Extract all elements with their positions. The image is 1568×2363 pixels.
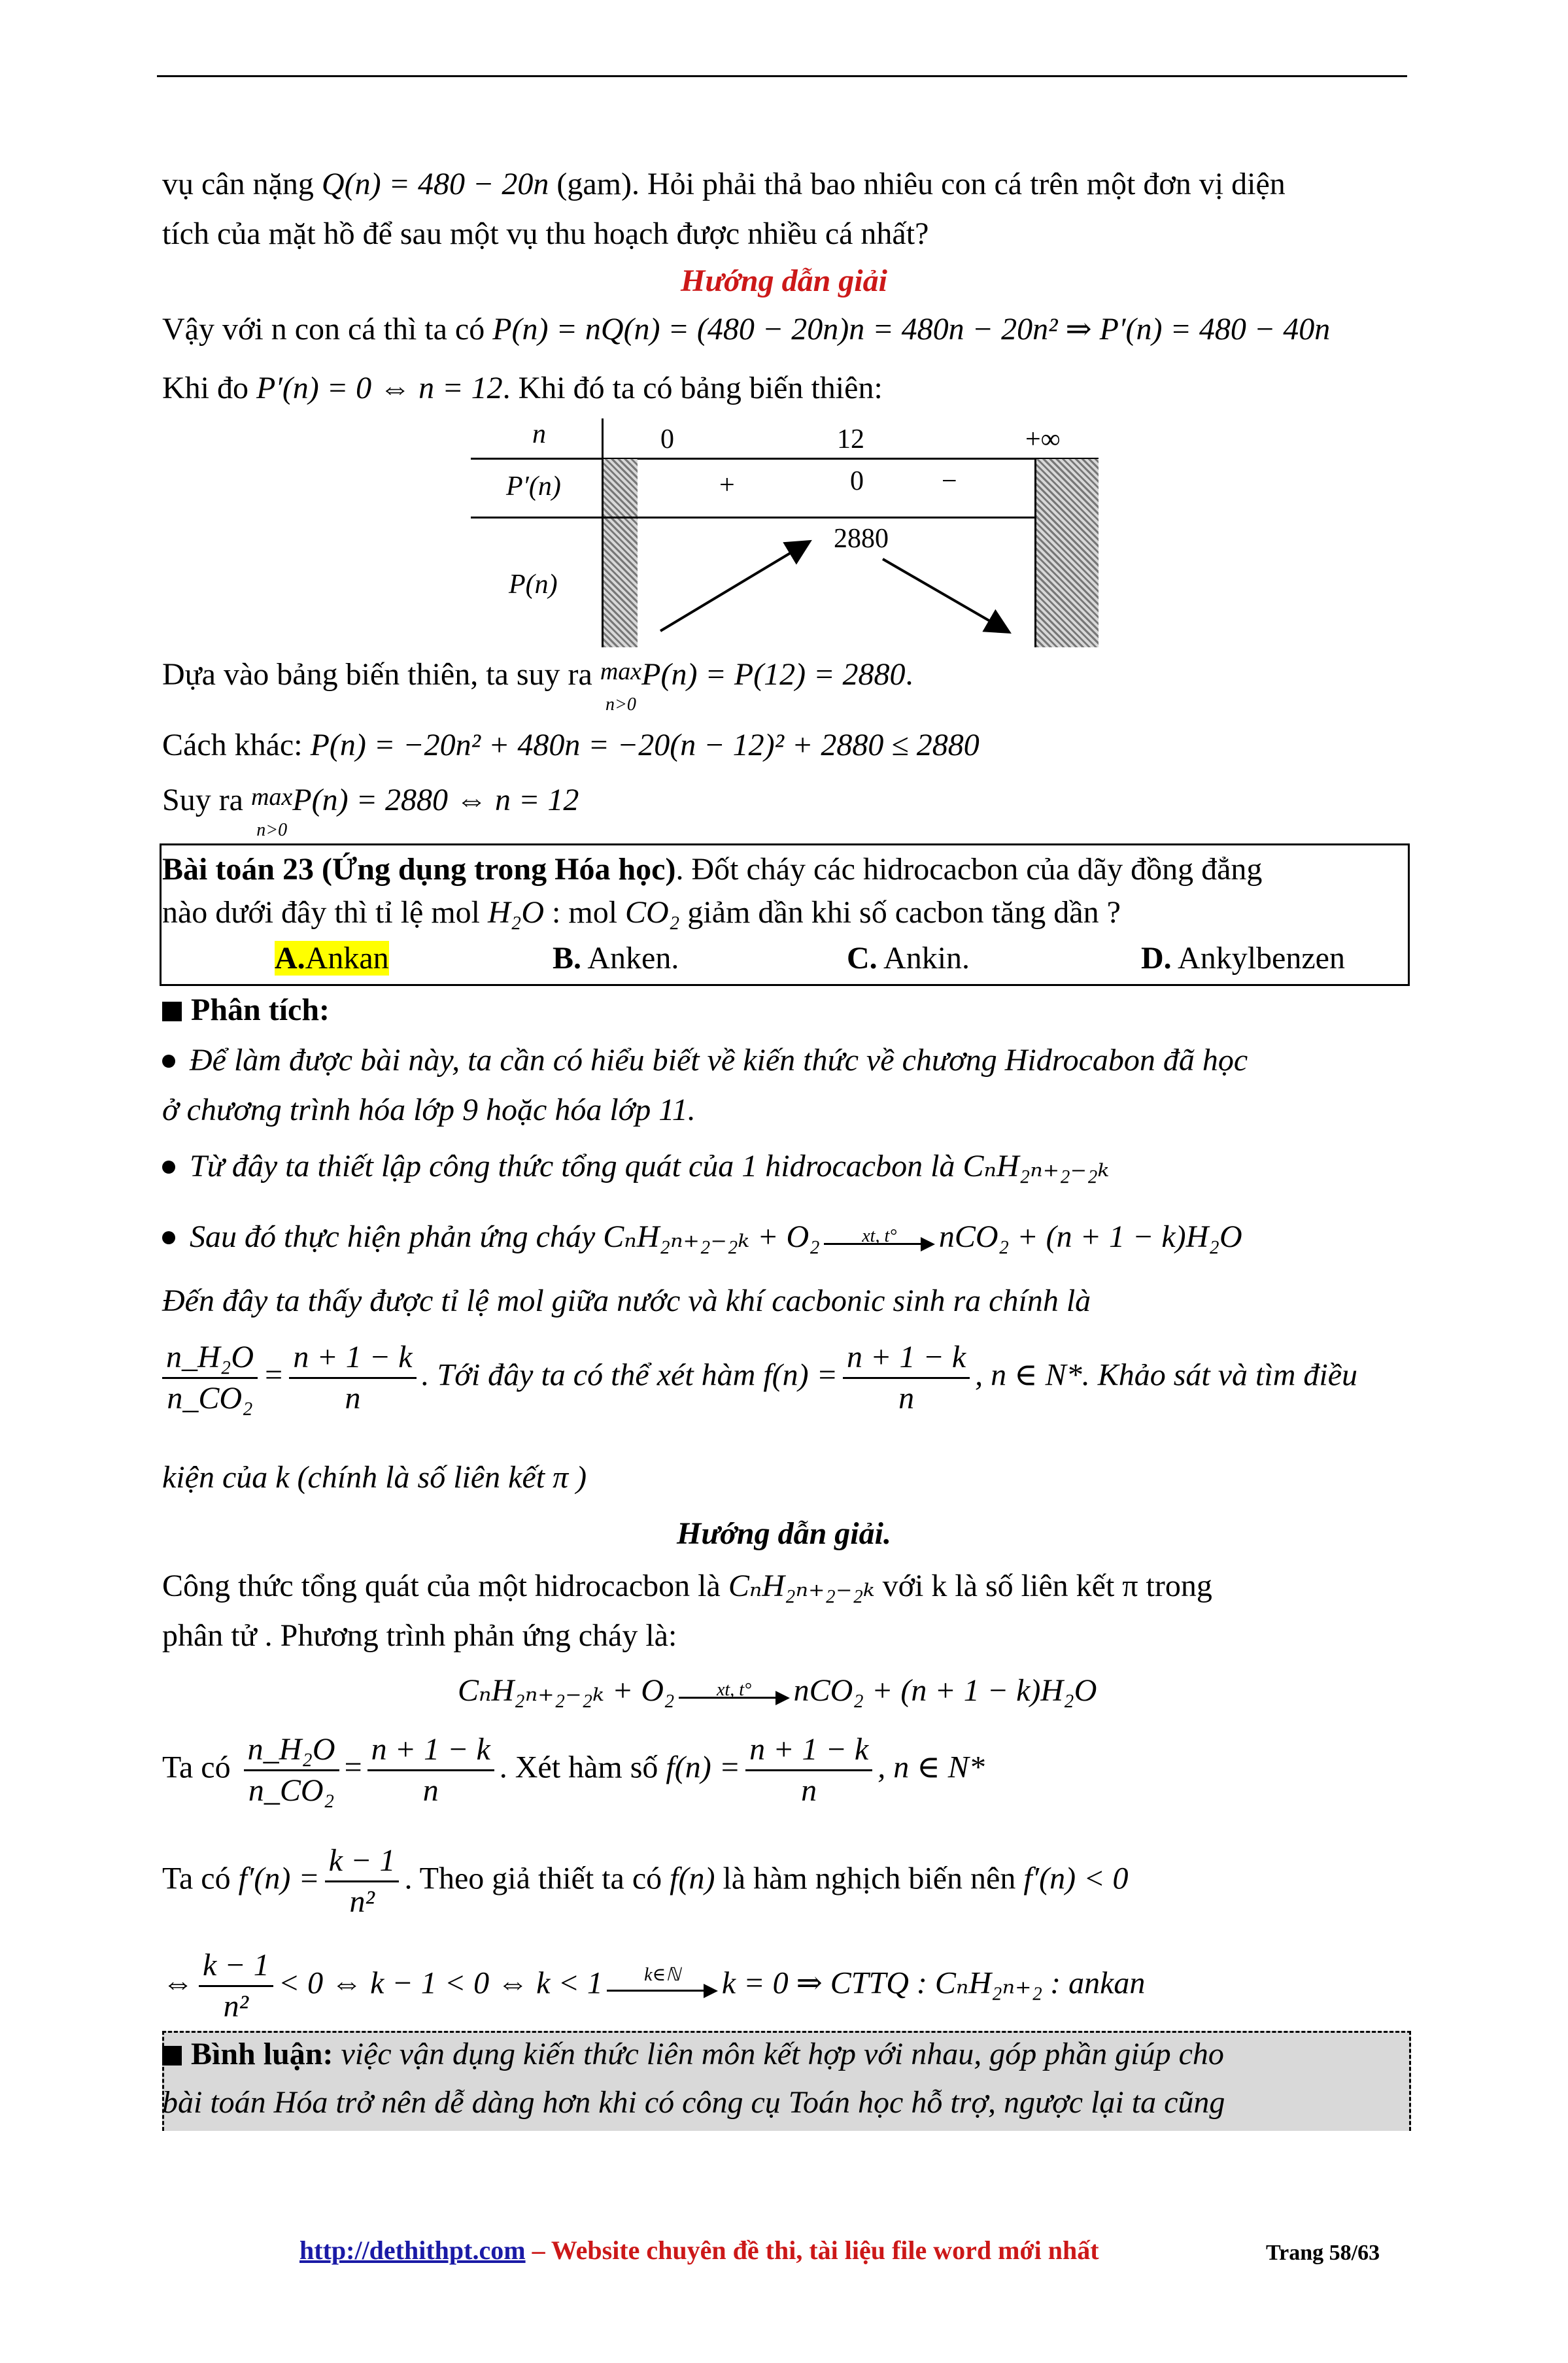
square-bullet-icon bbox=[162, 1002, 182, 1021]
analysis-bullet-1: Để làm được bài này, ta cần có hiểu biết về kiến thức về chương Hidrocabon đã học bbox=[162, 1041, 1248, 1080]
sol2-ratio-line: Ta có $\frac{\text{n\_H₂O}}{\text{n\_CO₂}}$ = $\frac{n + 1 - k}{n}$ . Xét hàm số f(n) = $\frac{n + 1 - k}{n}$ , n ∈ N* bbox=[162, 1732, 985, 1808]
increase-arrow bbox=[660, 543, 808, 631]
sol2-derivative-line: Ta có f′(n) = $\frac{k - 1}{\text{n²}}$ . Theo giả thiết ta có f(n) là hàm nghịch biến nên f′(n) < 0 bbox=[162, 1843, 1129, 1919]
sol2-line-2: phân tử . Phương trình phản ứng cháy là: bbox=[162, 1618, 677, 1653]
option-d: D. Ankylbenzen bbox=[1141, 941, 1345, 976]
analysis-fraction-line: $\frac{\text{n\_H₂O}}{\text{n\_CO₂}}$ = $\frac{n + 1 - k}{n}$ . Tới đây ta có thể xét hàm f(n) = $\frac{n + 1 - k}{n}$ , n ∈ N*. Khảo sát và tìm điều bbox=[162, 1340, 1357, 1416]
analysis-heading: Phân tích: bbox=[162, 991, 330, 1030]
q-formula: Q(n) = 480 − 20n bbox=[321, 167, 549, 201]
suy-ra-line: Suy ra max n>0P(n) = 2880 ⇔ n = 12 bbox=[162, 783, 579, 840]
sol2-final-line: ⇔ $\frac{k - 1}{\text{n²}}$ < 0 ⇔ k − 1 < 0 ⇔ k < 1 k∈ℕ k = 0 ⇒ CTTQ : CₙH₂ₙ₊₂ : ankan bbox=[162, 1948, 1146, 2024]
variation-table: n P′(n) P(n) 0 12 +∞ + 0 − 2880 bbox=[471, 418, 1099, 647]
option-b: B. Anken. bbox=[553, 941, 679, 976]
max-value: 2880 bbox=[834, 524, 889, 554]
analysis-ratio-line: Đến đây ta thấy được tỉ lệ mol giữa nước và khí cacbonic sinh ra chính là bbox=[162, 1284, 1091, 1318]
footer-link[interactable]: http://dethithpt.com bbox=[299, 2236, 526, 2265]
bullet-dot-icon bbox=[162, 1055, 175, 1068]
analysis-bullet-3: Sau đó thực hiện phản ứng cháy CₙH₂ₙ₊₂₋₂ₖ + O₂ xt, t° nCO₂ + (n + 1 − k)H₂O bbox=[162, 1217, 1242, 1257]
comment-line-2: bài toán Hóa trở nên dễ dàng hơn khi có công cụ Toán học hỗ trợ, ngược lại ta cũng bbox=[162, 2085, 1225, 2120]
problem-23-line-1: Bài toán 23 (Ứng dụng trong Hóa học). Đốt cháy các hidrocacbon của dãy đồng đẳng bbox=[162, 852, 1263, 887]
sol2-reaction: CₙH₂ₙ₊₂₋₂ₖ + O₂ xt, t° nCO₂ + (n + 1 − k)H₂O bbox=[458, 1671, 1097, 1710]
p-formula: P(n) = nQ(n) = (480 − 20n)n = 480n − 20n² ⇒ P′(n) = 480 − 40n bbox=[492, 312, 1331, 347]
conclusion-line: Dựa vào bảng biến thiên, ta suy ra max n>0P(n) = P(12) = 2880. bbox=[162, 655, 913, 715]
guide-title-1: Hướng dẫn giải bbox=[681, 264, 887, 298]
bullet-dot-icon bbox=[162, 1161, 175, 1174]
variation-arrows bbox=[471, 418, 1099, 647]
intro-line-2: tích của mặt hồ để sau một vụ thu hoạch được nhiều cá nhất? bbox=[162, 216, 929, 251]
intro-line-1: vụ cân nặng Q(n) = 480 − 20n (gam). Hỏi phải thả bao nhiêu con cá trên một đơn vị diện bbox=[162, 167, 1286, 201]
alt-line: Cách khác: P(n) = −20n² + 480n = −20(n − 12)² + 2880 ≤ 2880 bbox=[162, 728, 980, 762]
problem-23-title: Bài toán 23 (Ứng dụng trong Hóa học) bbox=[162, 852, 676, 887]
footer: http://dethithpt.com – Website chuyên đề thi, tài liệu file word mới nhất bbox=[299, 2236, 1099, 2265]
guide-title-2: Hướng dẫn giải. bbox=[677, 1516, 891, 1551]
page-number: Trang 58/63 bbox=[1266, 2241, 1380, 2265]
problem-23-line-2: nào dưới đây thì tỉ lệ mol H₂O : mol CO₂ giảm dần khi số cacbon tăng dần ? bbox=[162, 895, 1121, 930]
decrease-arrow bbox=[883, 559, 1007, 631]
comment-line-1: Bình luận: việc vận dụng kiến thức liên môn kết hợp với nhau, góp phần giúp cho bbox=[162, 2035, 1224, 2074]
solution-line-2: Khi đo P′(n) = 0 ⇔ n = 12. Khi đó ta có bảng biến thiên: bbox=[162, 371, 883, 405]
option-c: C. Ankin. bbox=[847, 941, 970, 976]
analysis-last-line: kiện của k (chính là số liên kết π ) bbox=[162, 1460, 587, 1495]
implies-arrow: k∈ℕ bbox=[607, 1970, 718, 2003]
max-operator: max n>0 bbox=[600, 658, 642, 715]
square-bullet-icon bbox=[162, 2046, 182, 2066]
analysis-bullet-2: Từ đây ta thiết lập công thức tổng quát của 1 hidrocacbon là CₙH₂ₙ₊₂₋₂ₖ bbox=[162, 1147, 1109, 1186]
analysis-bullet-1-cont: ở chương trình hóa lớp 9 hoặc hóa lớp 11. bbox=[162, 1093, 696, 1127]
sol2-line-1: Công thức tổng quát của một hidrocacbon là CₙH₂ₙ₊₂₋₂ₖ với k là số liên kết π trong bbox=[162, 1569, 1212, 1603]
bullet-dot-icon bbox=[162, 1231, 175, 1244]
header-rule bbox=[157, 75, 1407, 77]
option-a: A.Ankan bbox=[275, 941, 389, 976]
reaction-arrow: xt, t° bbox=[679, 1677, 790, 1710]
reaction-arrow: xt, t° bbox=[824, 1223, 935, 1256]
solution-line-1: Vậy với n con cá thì ta có P(n) = nQ(n) = (480 − 20n)n = 480n − 20n² ⇒ P′(n) = 480 − 40n bbox=[162, 312, 1331, 347]
